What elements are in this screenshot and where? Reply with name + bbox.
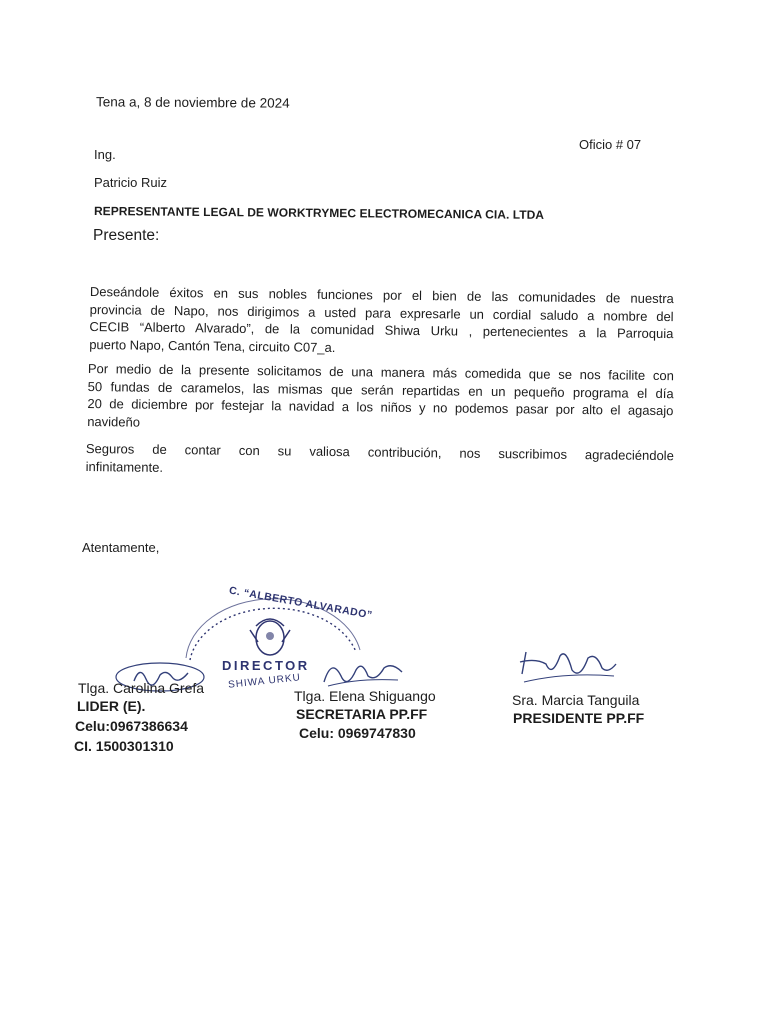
paragraph-line: 20 de diciembre por festejar la navidad a los niños y no podemos pasar por alto el agasajo [87, 395, 674, 419]
paragraph-line: CECIB “Alberto Alvarado”, de la comunidad Shiwa Urku , pertenecientes a la Parroquia [89, 318, 674, 342]
recipient-title: Ing. [94, 147, 116, 162]
signatory-name: Tlga. Carolina Grefa [78, 680, 205, 696]
stamp-community: SHIWA URKU [227, 672, 302, 691]
signatory-role: SECRETARIA PP.FF [296, 706, 428, 722]
stamp-arc-text: C. “ALBERTO ALVARADO” [228, 584, 374, 622]
signatory-role: PRESIDENTE PP.FF [513, 710, 645, 726]
stamp-role: DIRECTOR [222, 658, 310, 673]
closing: Atentamente, [82, 540, 160, 555]
coat-of-arms-icon [250, 619, 290, 655]
paragraph-line: Seguros de contar con su valiosa contribución, nos suscribimos agradeciéndole [85, 440, 674, 464]
paragraph-line: 50 fundas de caramelos, las mismas que serán repartidas en un pequeño programa el día [87, 378, 674, 401]
paragraph-line: Por medio de la presente solicitamos de una manera más comedida que se nos facilite con [87, 360, 674, 384]
signatory-role: LIDER (E). [77, 698, 146, 714]
paragraph-line: navideño [87, 413, 141, 430]
paragraph-line: provincia de Napo, nos dirigimos a usted para expresarle un cordial saludo a nombre del [89, 301, 674, 324]
oficio-number: Oficio # 07 [579, 137, 642, 152]
signatory-phone: Celu: 0969747830 [299, 725, 416, 741]
paragraph-line: infinitamente. [85, 458, 164, 475]
signatory-phone: Celu:0967386634 [75, 718, 188, 734]
paragraph-line: Deseándole éxitos en sus nobles funciones por el bien de las comunidades de nuestra [89, 283, 674, 307]
letter-date: Tena a, 8 de noviembre de 2024 [95, 94, 290, 111]
paragraph-thanks [86, 440, 674, 482]
paragraph-intro [89, 283, 674, 360]
recipient-name: Patricio Ruiz [94, 175, 167, 190]
signatory-id: CI. 1500301310 [74, 738, 174, 754]
signatory-name: Tlga. Elena Shiguango [294, 688, 436, 704]
greeting: Presente: [93, 227, 160, 244]
recipient-role: REPRESENTANTE LEGAL DE WORKTRYMEC ELECTROMECANICA CIA. LTDA [93, 204, 545, 222]
signature-marcia [516, 644, 620, 690]
paragraph-request [87, 360, 674, 437]
signatory-name: Sra. Marcia Tanguila [512, 692, 640, 708]
paragraph-line: puerto Napo, Cantón Tena, circuito C07_a. [89, 336, 336, 355]
